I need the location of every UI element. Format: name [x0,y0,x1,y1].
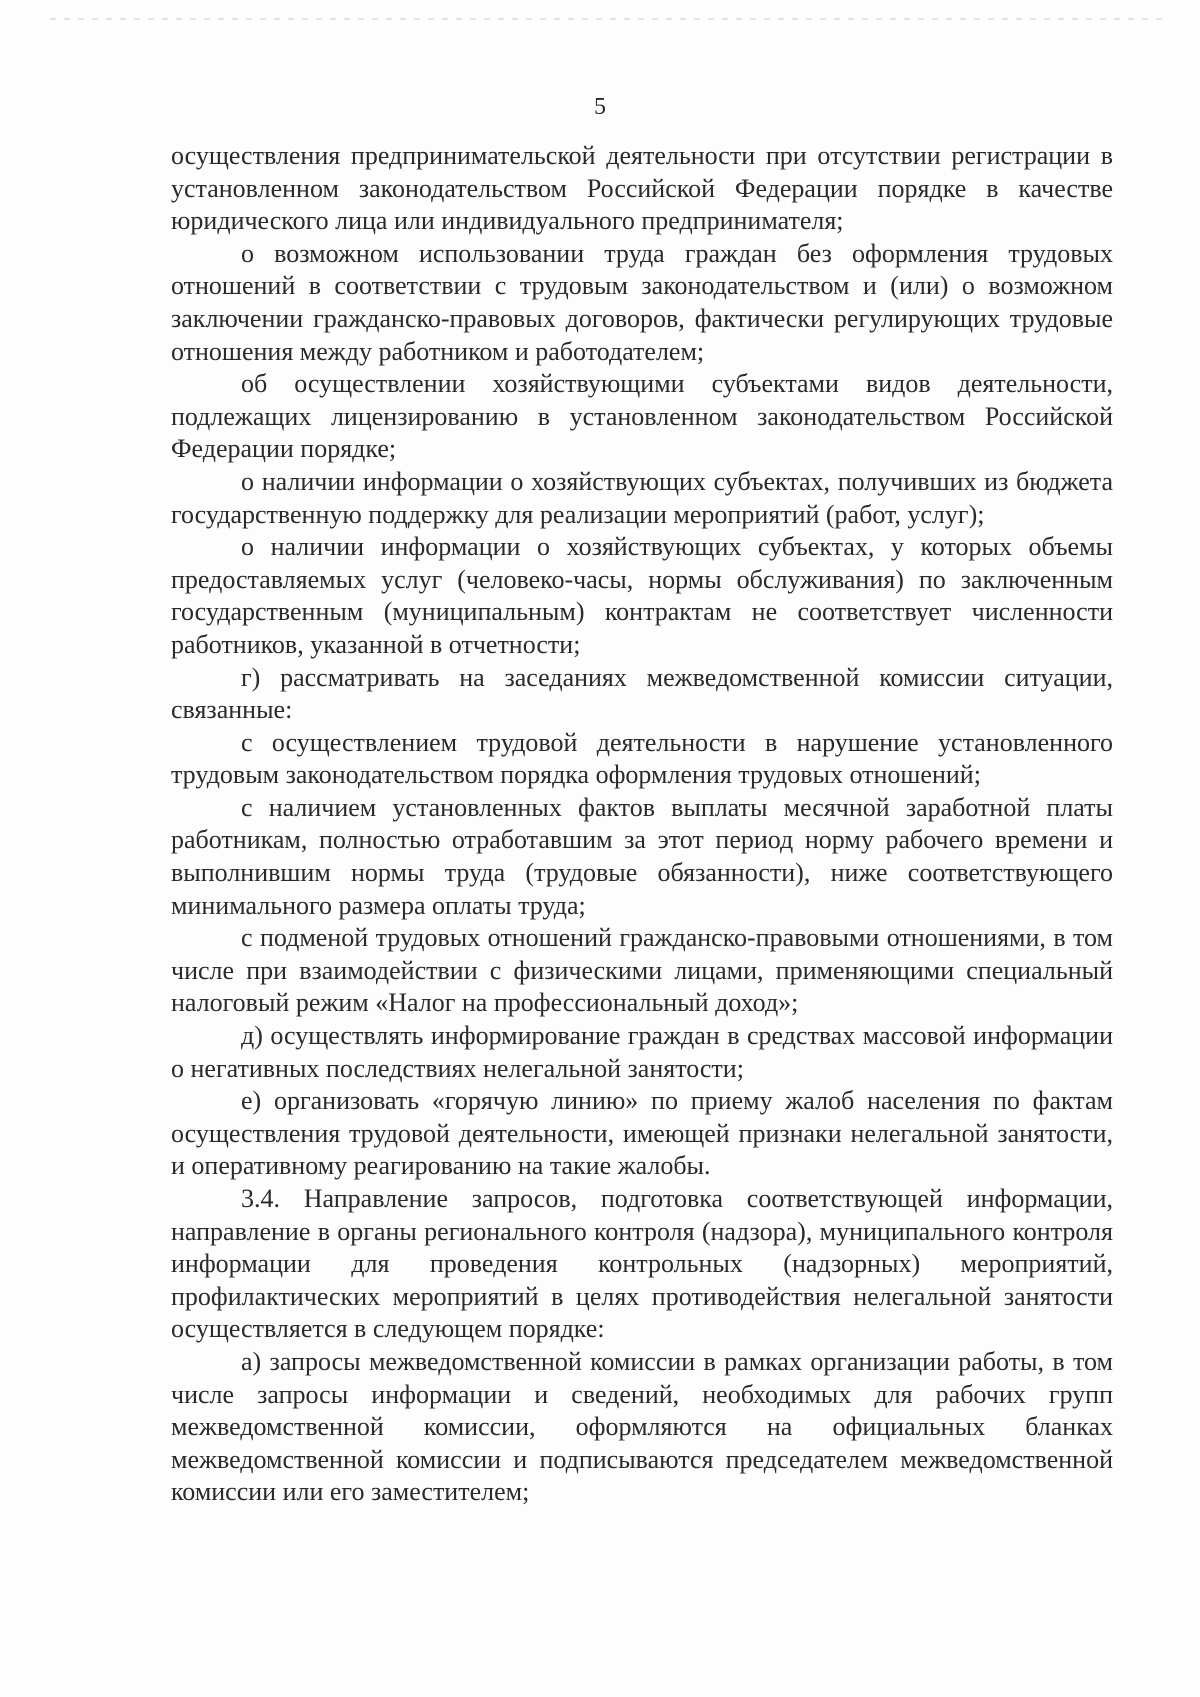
paragraph: о наличии информации о хозяйствующих субъектах, получивших из бюджета государственную поддержку для реализации мероприятий (работ, услуг); [171,466,1113,529]
paragraph: г) рассматривать на заседаниях межведомственной комиссии ситуации, связанные: [171,662,1113,725]
paragraph: об осуществлении хозяйствующими субъектами видов деятельности, подлежащих лицензированию в установленном законодательством Российской Федерации порядке; [171,369,1113,464]
paragraph: осуществления предпринимательской деятельности при отсутствии регистрации в установленном законодательством Российской Федерации порядке в качестве юридического лица или индивидуального предпринимателя; [171,141,1113,236]
paragraph: е) организовать «горячую линию» по приему жалоб населения по фактам осуществления трудовой деятельности, имеющей признаки нелегальной занятости, и оперативному реагированию на такие жалобы. [171,1086,1113,1181]
page-number: 5 [594,94,606,120]
paragraph: о наличии информации о хозяйствующих субъектах, у которых объемы предоставляемых услуг (человеко-часы, нормы обслуживания) по заключенным государственным (муниципальным) контрактам не соответствует численности работников, указанной в отчетности; [171,532,1113,659]
scan-edge-artifact [50,18,1170,20]
paragraph: о возможном использовании труда граждан без оформления трудовых отношений в соответствии с трудовым законодательством и (или) о возможном заключении гражданско-правовых договоров, фактически регулирующих трудовые отношения между работником и работодателем; [171,238,1113,366]
paragraph: с наличием установленных фактов выплаты месячной заработной платы работникам, полностью отработавшим за этот период норму рабочего времени и выполнившим нормы труда (трудовые обязанности), ниже соответствующего минимального размера оплаты труда; [171,792,1113,920]
paragraph: д) осуществлять информирование граждан в средствах массовой информации о негативных последствиях нелегальной занятости; [171,1021,1113,1083]
paragraph: 3.4. Направление запросов, подготовка соответствующей информации, направление в органы регионального контроля (надзора), муниципального контроля информации для проведения контрольных (надзорных) мероприятий, профилактических мероприятий в целях противодействия нелегальной занятости осуществляется в следующем порядке: [171,1184,1113,1344]
paragraph: с подменой трудовых отношений гражданско-правовыми отношениями, в том числе при взаимодействии с физическими лицами, применяющими специальный налоговый режим «Налог на профессиональный доход»; [171,923,1113,1018]
document-body [171,140,1113,1509]
paragraph: а) запросы межведомственной комиссии в рамках организации работы, в том числе запросы информации и сведений, необходимых для рабочих групп межведомственной комиссии, оформляются на официальных бланках межведомственной комиссии и подписываются председателем межведомственной комиссии или его заместителем; [171,1346,1113,1507]
paragraph: с осуществлением трудовой деятельности в нарушение установленного трудовым законодательством порядка оформления трудовых отношений; [171,727,1113,790]
